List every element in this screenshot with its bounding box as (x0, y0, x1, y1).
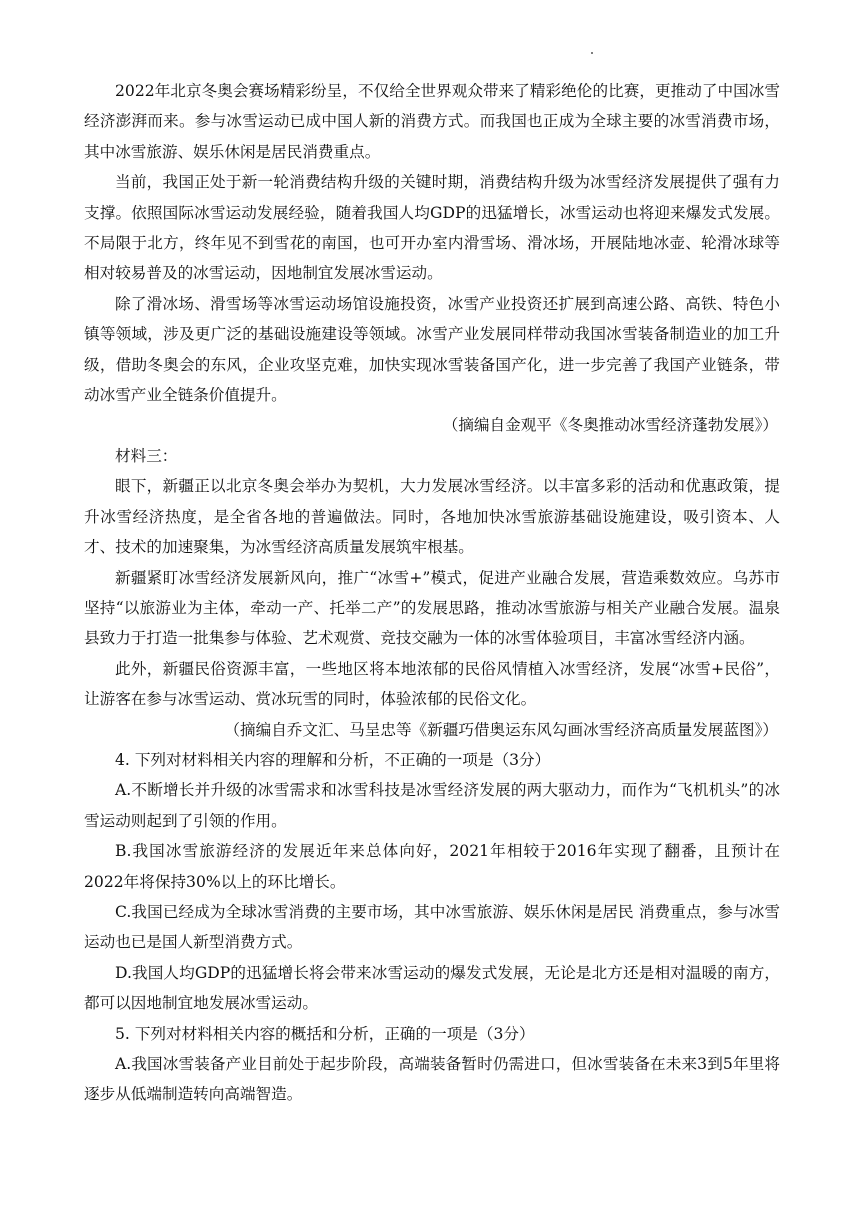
paragraph-folk-culture: 此外，新疆民俗资源丰富，一些地区将本地浓郁的民俗风情植入冰雪经济，发展“冰雪+民俗”，让游客在参与冰雪运动、赏冰玩雪的同时，体验浓郁的民俗文化。 (84, 659, 780, 709)
question-5-option-a: A.我国冰雪装备产业目前处于起步阶段，高端装备暂时仍需进口，但冰雪装备在未来3到5年里将逐步从低端制造转向高端智造。 (84, 1055, 780, 1104)
question-4-option-b: B.我国冰雪旅游经济的发展近年来总体向好，2021年相较于2016年实现了翻番，且预计在2022年将保持30%以上的环比增长。 (84, 842, 780, 891)
paragraph-industry-investment: 除了滑冰场、滑雪场等冰雪运动场馆设施投资，冰雪产业投资还扩展到高速公路、高铁、特色小镇等领域，涉及更广泛的基础设施建设等领域。冰雪产业发展同样带动我国冰雪装备制造业的加工升级，借助冬奥会的东风，企业攻坚克难，加快实现冰雪装备国产化，进一步完善了我国产业链条，带动冰雪产业全链条价值提升。 (84, 294, 780, 405)
paragraph-xinjiang-ice-economy: 眼下，新疆正以北京冬奥会举办为契机，大力发展冰雪经济。以丰富多彩的活动和优惠政策，提升冰雪经济热度，是全省各地的普遍做法。同时，各地加快冰雪旅游基础设施建设，吸引资本、人才、技术的加速聚集，为冰雪经济高质量发展筑牢根基。 (84, 477, 780, 557)
paragraph-ice-plus-model: 新疆紧盯冰雪经济发展新风向，推广“冰雪+”模式，促进产业融合发展，营造乘数效应。乌苏市坚持“以旅游业为主体，牵动一产、托举二产”的发展思路，推动冰雪旅游与相关产业融合发展。温泉县致力于打造一批集参与体验、艺术观赏、竞技交融为一体的冰雪体验项目，丰富冰雪经济内涵。 (84, 568, 780, 648)
material-three-title: 材料三： (115, 446, 178, 465)
question-4-stem: 4. 下列对材料相关内容的理解和分析，不正确的一项是（3分） (115, 750, 551, 769)
page-mark (591, 52, 593, 54)
question-4-option-d: D.我国人均GDP的迅猛增长将会带来冰雪运动的爆发式发展，无论是北方还是相对温暖的南方，都可以因地制宜地发展冰雪运动。 (84, 963, 780, 1013)
paragraph-consumption-upgrade: 当前，我国正处于新一轮消费结构升级的关键时期，消费结构升级为冰雪经济发展提供了强有力支撑。依照国际冰雪运动发展经验，随着我国人均GDP的迅猛增长，冰雪运动也将迎来爆发式发展。不局限于北方，终年见不到雪花的南国，也可开办室内滑雪场、滑冰场，开展陆地冰壶、轮滑冰球等相对较易普及的冰雪运动，因地制宜发展冰雪运动。 (84, 173, 780, 283)
question-4-option-a: A.不断增长并升级的冰雪需求和冰雪科技是冰雪经济发展的两大驱动力，而作为“飞机机头”的冰雪运动则起到了引领的作用。 (84, 781, 780, 830)
source-citation-2: （摘编自乔文汇、马呈忠等《新疆巧借奥运东风勾画冰雪经济高质量发展蓝图》） (224, 720, 778, 739)
source-citation-1: （摘编自金观平《冬奥推动冰雪经济蓬勃发展》） (442, 416, 778, 435)
document-page (84, 76, 780, 1110)
question-4-option-c: C.我国已经成为全球冰雪消费的主要市场，其中冰雪旅游、娱乐休闲是居民 消费重点，参与冰雪运动也已是国人新型消费方式。 (84, 902, 780, 952)
question-5-stem: 5. 下列对材料相关内容的概括和分析，正确的一项是（3分） (115, 1024, 535, 1043)
paragraph-winter-olympics: 2022年北京冬奥会赛场精彩纷呈，不仅给全世界观众带来了精彩绝伦的比赛，更推动了中国冰雪经济澎湃而来。参与冰雪运动已成中国人新的消费方式。而我国也正成为全球主要的冰雪消费市场，其中冰雪旅游、娱乐休闲是居民消费重点。 (84, 82, 780, 161)
